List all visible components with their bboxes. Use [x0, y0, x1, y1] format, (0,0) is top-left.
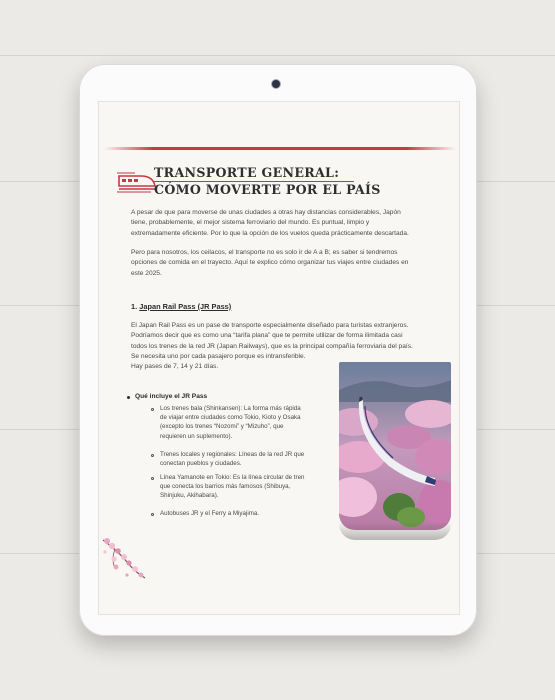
plank — [0, 0, 555, 56]
sub-bullet — [151, 454, 154, 457]
item-line: Los trenes bala (Shinkansen): La forma más rápida — [160, 405, 301, 412]
paragraph-line: Podríamos decir que es como una “tarifa plana” que te permite utilizar de forma ilimitada casi — [131, 332, 403, 340]
photo-shadow — [339, 522, 451, 540]
item-line: Autobuses JR y el Ferry a Miyajima. — [160, 510, 260, 517]
item-line: (excepto los trenes “Nozomi” y “Mizuho”, que — [160, 423, 284, 431]
paragraph-line: Pero para nosotros, los ceilacos, el transporte no es solo ir de A a B; es saber si tendremos — [131, 249, 398, 256]
document-page[interactable] — [99, 102, 459, 614]
item-line: requieren un suplemento). — [160, 432, 233, 440]
paragraph-line: Hay pases de 7, 14 y 21 días. — [131, 363, 219, 371]
camera-icon — [272, 80, 280, 88]
sub-bullet — [151, 513, 154, 516]
paragraph-line: opciones de comida en el trayecto. Aquí te explico cómo organizar tus viajes entre ciudades en — [131, 259, 409, 267]
paragraph-line: este 2025. — [131, 269, 162, 277]
sub-bullet — [151, 477, 154, 480]
intro-line: tiene, probablemente, el mejor sistema ferroviario del mundo. Es puntual, limpio y — [131, 219, 370, 227]
train-icon — [117, 170, 157, 194]
item-line: Shinjuku, Akihabara). — [160, 492, 219, 500]
item-line: conectan pueblos y ciudades. — [160, 460, 242, 468]
tablet-frame — [79, 64, 477, 636]
intro-paragraph — [131, 208, 429, 239]
list-item — [160, 509, 323, 518]
list-item — [160, 450, 323, 468]
item-line: Trenes locales y regionales: Líneas de la red JR que — [160, 451, 305, 458]
intro-line: A pesar de que para moverse de unas ciudades a otras hay distancias considerables, Japón — [131, 209, 401, 216]
list-title: Qué incluye el JR Pass — [135, 393, 208, 400]
item-line: Línea Yamanote en Tokio: Es la línea circular de tren — [160, 474, 305, 481]
section-title: Japan Rail Pass (JR Pass) — [139, 302, 232, 311]
list-item — [160, 404, 323, 441]
section-heading — [131, 302, 231, 311]
item-line: que conecta los barrios más famosos (Shibuya, — [160, 483, 291, 491]
section-number: 1. — [131, 302, 138, 311]
sub-bullet — [151, 408, 154, 411]
item-line: de viajar entre ciudades como Tokio, Kioto y Osaka — [160, 414, 301, 422]
list-item — [160, 473, 323, 501]
cherry-blossom-icon — [101, 532, 149, 582]
train-photo — [339, 362, 451, 530]
paragraph-line: todos los trenes de la red JR (Japan Railways), que es la principal compañía ferroviaria del país. — [131, 342, 413, 350]
title-line-1: TRANSPORTE GENERAL: — [154, 165, 340, 180]
second-paragraph — [131, 248, 429, 279]
paragraph-line: Se necesita uno por cada pasajero porque es intransferible. — [131, 352, 306, 360]
paragraph-line: El Japan Rail Pass es un pase de transporte especialmente diseñado para turistas extranjeros. — [131, 322, 409, 329]
title-underline — [154, 181, 354, 182]
title-line-2: CÓMO MOVERTE POR EL PAÍS — [154, 182, 381, 197]
header-rule — [104, 147, 456, 150]
intro-line: extremadamente eficiente. Por lo que la opción de los vuelos queda prácticamente descartada. — [131, 229, 409, 237]
list-bullet — [127, 396, 130, 399]
